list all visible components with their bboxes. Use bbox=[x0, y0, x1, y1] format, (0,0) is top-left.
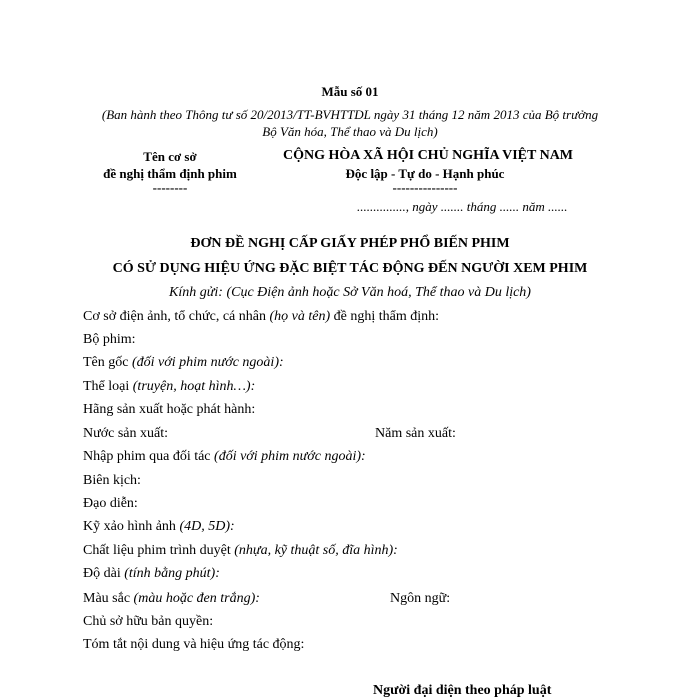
summary-label: Tóm tắt nội dung và hiệu ứng tác động: bbox=[83, 637, 305, 652]
field-genre bbox=[83, 379, 255, 395]
field-duration bbox=[83, 566, 220, 582]
language-label: Ngôn ngữ: bbox=[390, 591, 451, 606]
field-producer bbox=[83, 402, 255, 418]
field-vfx bbox=[83, 519, 235, 535]
recipient bbox=[0, 285, 700, 301]
import-partner-hint: (đối với phim nước ngoài): bbox=[214, 449, 366, 464]
field-year bbox=[375, 426, 456, 442]
field-applicant bbox=[83, 309, 439, 325]
producer-label: Hãng sản xuất hoặc phát hành: bbox=[83, 402, 256, 417]
import-partner-label: Nhập phim qua đối tác bbox=[83, 449, 215, 464]
title-line1: ĐƠN ĐỀ NGHỊ CẤP GIẤY PHÉP PHỔ BIẾN PHIM bbox=[190, 236, 510, 251]
left-header-line1: Tên cơ sở bbox=[143, 149, 197, 164]
duration-hint: (tính bằng phút): bbox=[124, 566, 220, 581]
film-label: Bộ phim: bbox=[83, 332, 136, 347]
year-label: Năm sản xuất: bbox=[375, 426, 456, 441]
left-header-dash: -------- bbox=[152, 180, 188, 195]
genre-hint: (truyện, hoạt hình…): bbox=[132, 379, 256, 394]
duration-label: Độ dài bbox=[83, 566, 125, 581]
applicant-suffix: đề nghị thẩm định: bbox=[330, 309, 440, 324]
date-line: ..............., ngày ....... tháng ...... năm ...... bbox=[357, 199, 568, 214]
material-hint: (nhựa, kỹ thuật số, đĩa hình): bbox=[234, 543, 398, 558]
screenwriter-label: Biên kịch: bbox=[83, 473, 141, 488]
material-label: Chất liệu phim trình duyệt bbox=[83, 543, 235, 558]
vfx-label: Kỹ xảo hình ảnh bbox=[83, 519, 180, 534]
form-number: Mẫu số 01 bbox=[321, 84, 379, 99]
field-copyright-owner bbox=[83, 614, 213, 630]
color-label: Màu sắc bbox=[83, 591, 134, 606]
country-label: Nước sản xuất: bbox=[83, 426, 168, 441]
field-country bbox=[83, 426, 168, 442]
left-header-line2: đề nghị thẩm định phim bbox=[103, 166, 237, 181]
applicant-hint: (họ và tên) bbox=[269, 309, 331, 324]
applicant-label: Cơ sở điện ảnh, tổ chức, cá nhân bbox=[83, 309, 270, 324]
country-name: CỘNG HÒA XÃ HỘI CHỦ NGHĨA VIỆT NAM bbox=[283, 148, 574, 163]
issued-note-line2: Bộ Văn hóa, Thể thao và Du lịch) bbox=[262, 124, 438, 139]
issued-note-line1: (Ban hành theo Thông tư số 20/2013/TT-BVHTTDL ngày 31 tháng 12 năm 2013 của Bộ trưởng bbox=[101, 107, 599, 122]
original-title-label: Tên gốc bbox=[83, 355, 132, 370]
field-color bbox=[83, 591, 260, 607]
field-summary bbox=[83, 637, 304, 653]
genre-label: Thể loại bbox=[83, 379, 133, 394]
field-director bbox=[83, 496, 138, 512]
field-language bbox=[390, 591, 450, 607]
field-screenwriter bbox=[83, 473, 141, 489]
signature-title: Người đại diện theo pháp luật bbox=[373, 683, 552, 698]
color-hint: (màu hoặc đen trắng): bbox=[133, 591, 260, 606]
field-original-title bbox=[83, 355, 284, 371]
field-import-partner bbox=[83, 449, 366, 465]
original-title-hint: (đối với phim nước ngoài): bbox=[131, 355, 284, 370]
field-material bbox=[83, 543, 398, 559]
vfx-hint: (4D, 5D): bbox=[179, 519, 235, 534]
recipient-prefix: Kính gửi: bbox=[169, 285, 227, 300]
copyright-owner-label: Chủ sở hữu bản quyền: bbox=[83, 614, 214, 629]
motto-dash: --------------- bbox=[392, 180, 458, 195]
field-film bbox=[83, 332, 136, 348]
recipient-value: (Cục Điện ảnh hoặc Sở Văn hoá, Thể thao và Du lịch) bbox=[226, 285, 531, 300]
title-line2: CÓ SỬ DỤNG HIỆU ỨNG ĐẶC BIỆT TÁC ĐỘNG ĐẾN NGƯỜI XEM PHIM bbox=[112, 261, 588, 276]
motto: Độc lập - Tự do - Hạnh phúc bbox=[345, 166, 505, 181]
director-label: Đạo diễn: bbox=[83, 496, 138, 511]
